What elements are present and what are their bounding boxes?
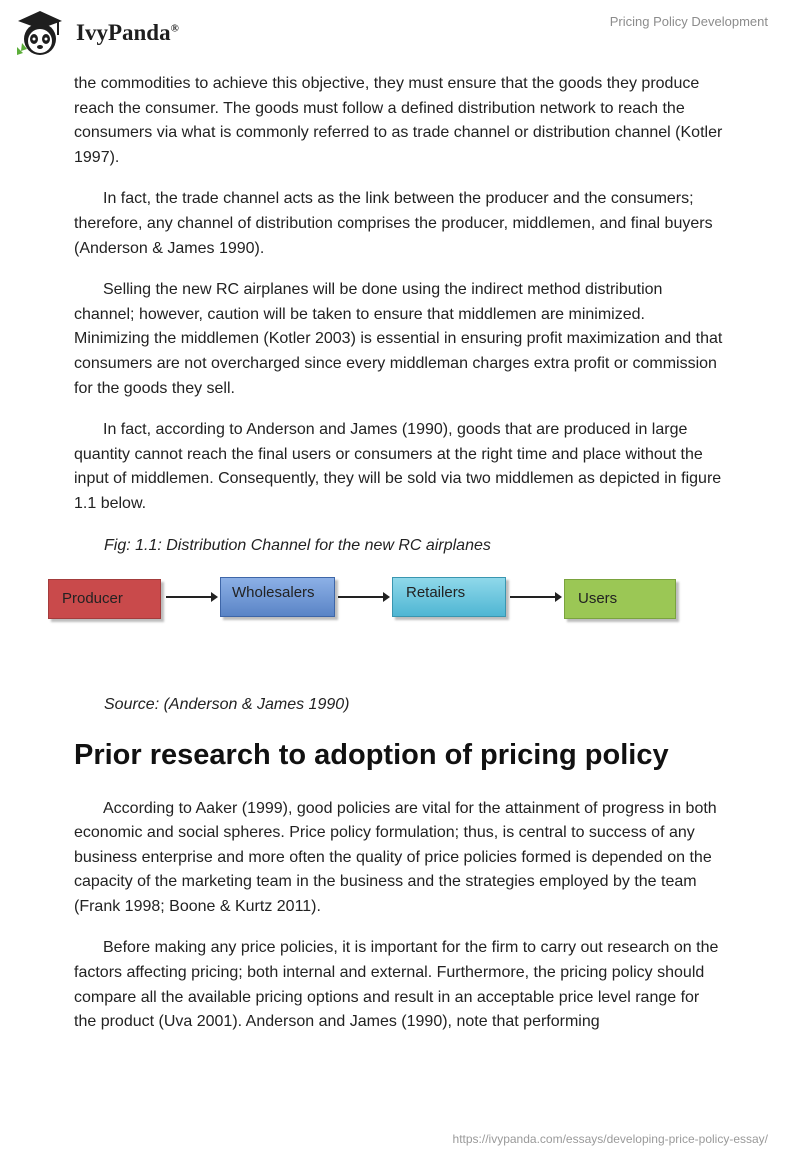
section-heading: Prior research to adoption of pricing policy xyxy=(74,738,669,771)
paragraph: According to Aaker (1999), good policies are vital for the attainment of progress in both economic and social spheres. Price policy formulation; thus, is central to success of any business enterprise and more often the quality of price policies formed is depended on the capacity of the marketing team in the business and the strategies employed by the team (Frank 1998; Boone & Kurtz 2011). xyxy=(74,799,717,915)
paragraph: Selling the new RC airplanes will be done using the indirect method distribution channel; however, caution will be taken to ensure that middlemen are minimized. Minimizing the middlemen (Kotler 2003) is essential in ensuring profit maximization and that consumers are not overcharged since every middleman charges extra profit or commission for the goods they sell. xyxy=(74,281,723,397)
producer-box: Producer xyxy=(48,579,161,619)
paragraph: Before making any price policies, it is important for the firm to carry out research on the factors affecting pricing; both internal and external. Furthermore, the pricing policy should compare all the available pricing options and result in an acceptable price level range for the product (Uva 2001). Anderson and James (1990), note that performing xyxy=(74,939,719,1031)
page-header xyxy=(0,0,800,70)
brand-name: IvyPanda® xyxy=(76,20,179,45)
source-url[interactable]: https://ivypanda.com/essays/developing-price-policy-essay/ xyxy=(452,1132,768,1146)
distribution-channel-diagram xyxy=(48,577,708,629)
users-box: Users xyxy=(564,579,676,619)
retailers-box: Retailers xyxy=(392,577,506,617)
arrow-icon xyxy=(510,596,560,598)
panda-icon xyxy=(14,9,66,57)
ivypanda-logo[interactable] xyxy=(14,9,214,59)
document-title: Pricing Policy Development xyxy=(609,14,768,29)
arrow-icon xyxy=(338,596,388,598)
paragraph: In fact, according to Anderson and James (1990), goods that are produced in large quantity cannot reach the final users or consumers at the right time and place without the input of middlemen. Consequently, they will be sold via two middlemen as depicted in figure 1.1 below. xyxy=(74,421,722,512)
article-body xyxy=(62,72,724,1052)
wholesalers-box: Wholesalers xyxy=(220,577,335,617)
paragraph: In fact, the trade channel acts as the link between the producer and the consumers; therefore, any channel of distribution comprises the producer, middlemen, and final buyers (Anderson & James 1990). xyxy=(74,190,713,257)
figure-source: Source: (Anderson & James 1990) xyxy=(104,695,350,713)
arrow-icon xyxy=(166,596,216,598)
paragraph: the commodities to achieve this objective, they must ensure that the goods they produce reach the consumer. The goods must follow a defined distribution network to reach the consumers via what is commonly referred to as trade channel or distribution channel (Kotler 1997). xyxy=(74,75,723,166)
figure-caption: Fig: 1.1: Distribution Channel for the new RC airplanes xyxy=(104,536,491,554)
